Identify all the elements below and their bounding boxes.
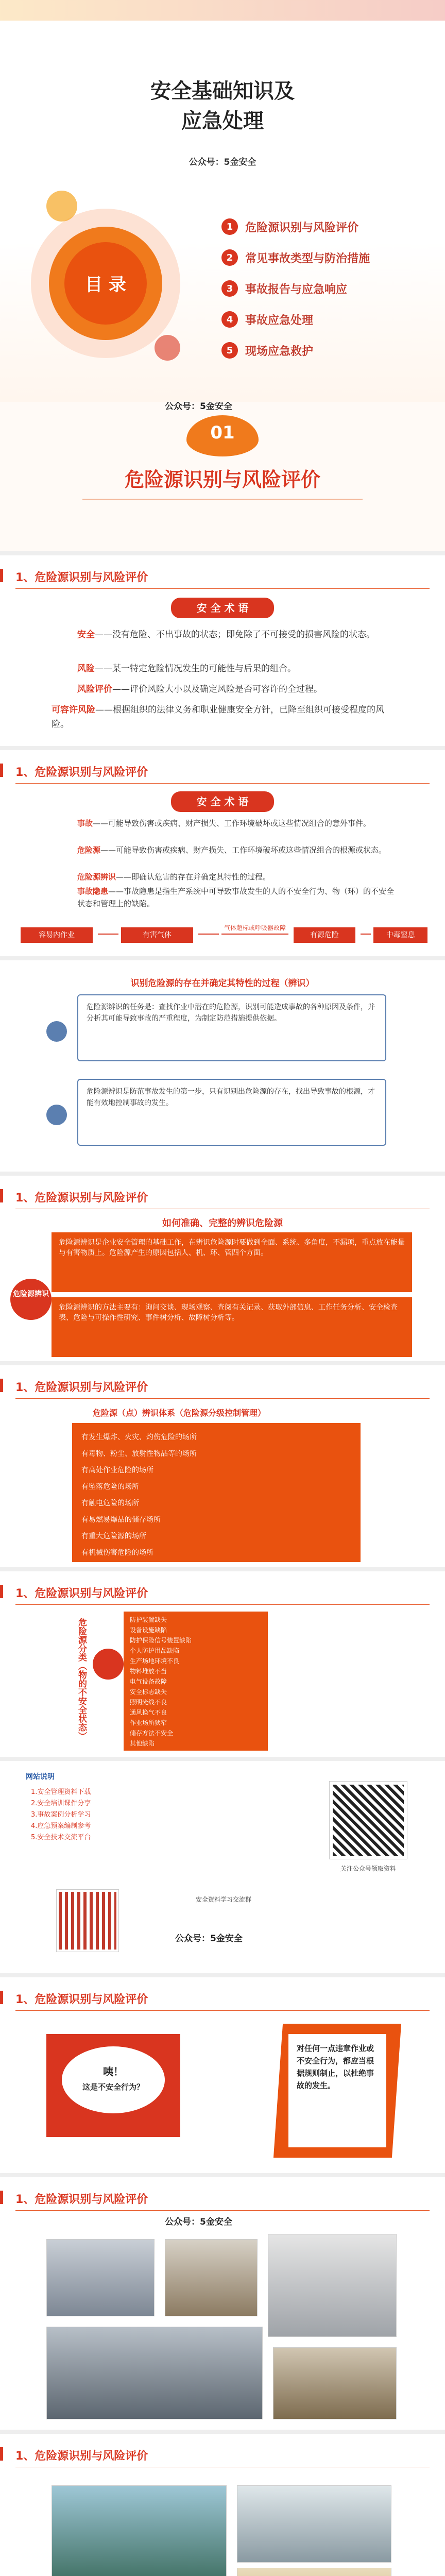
divider [0,1172,445,1176]
flow-arrow [98,934,118,935]
term-value: ——根据组织的法律义务和职业健康安全方针，已降至组织可接受程度的风险。 [52,705,384,730]
header-bar [0,2191,3,2204]
flow-mid-label: 气体超标或呼吸器故障 [224,924,286,931]
header-bar [0,1991,3,2004]
flow-step: 容易内作业 [21,927,93,943]
flow-arrow [198,934,219,935]
hazard-item: 作业场所狭窄 [130,1719,167,1726]
categories-slide [0,1176,445,1361]
speech-box-left [46,2034,180,2137]
cover-title-line1: 安全基础知识及 [150,79,295,103]
slide-title: 1、危险源识别与风险评价 [15,766,148,779]
levels-item: 有易燃易爆品的储存场所 [81,1516,161,1524]
hazard-item: 其他缺陷 [130,1740,155,1747]
qr-caption: 关注公众号领取资料 [340,1865,396,1872]
photo-forklift [237,2568,391,2576]
toc-item-2[interactable] [221,247,370,268]
toc-label: 危险源识别与风险评价 [245,221,359,234]
hazard-item: 安全标志缺失 [130,1688,167,1696]
levels-item: 有发生爆炸、火灾、灼伤危险的场所 [81,1433,197,1442]
toc-number: 5 [221,342,238,359]
divider [0,2173,445,2177]
promo-item[interactable]: 5.安全技术交流平台 [31,1834,91,1841]
term-value: ——可能导致伤害或疾病、财产损失、工作环境破坏或这些情况组合的意外事件。 [93,819,371,828]
terms-pill: 安 全 术 语 [171,791,274,812]
flow-step: 有源危险 [294,927,355,943]
promo-slide [0,1761,445,1973]
photo-window-work [268,2234,397,2337]
toc-number: 1 [221,218,238,235]
mulu-label: 目 录 [85,275,126,295]
flow-arrow [221,934,288,935]
term-value: ——某一特定危险情况发生的可能性与后果的组合。 [95,664,296,674]
slide-header [0,1977,445,2013]
toc-number: 3 [221,280,238,297]
toc-item-3[interactable] [221,278,347,299]
qr-caption: 安全资料学习交流群 [196,1896,252,1903]
section-title: 危险源识别与风险评价 [124,468,320,491]
hazard-item: 个人防护用品缺陷 [130,1647,180,1654]
levels-item: 有毒物、粉尘、放射性物品等的场所 [81,1450,197,1458]
term-key: 可容许风险 [52,705,95,715]
levels-item: 有坠落危险的场所 [81,1483,139,1491]
slide-header [0,1571,445,1607]
toc-item-5[interactable] [221,340,313,361]
photo-slide-2 [0,2434,445,2576]
toc-label: 常见事故类型与防治措施 [245,252,370,265]
divider [0,1361,445,1365]
slide-header [0,2177,445,2213]
promo-item[interactable]: 4.应急预案编制参考 [31,1822,91,1830]
levels-box [72,1423,361,1562]
toc-label: 现场应急救护 [245,345,314,358]
hazard-item: 通风换气不良 [130,1709,167,1716]
slide-header [0,555,445,591]
term-key: 危险源 [77,845,101,855]
divider [0,956,445,960]
hazard-item: 储存方法不安全 [130,1730,174,1737]
qr-code[interactable] [57,1890,118,1952]
header-rule [15,2010,430,2011]
speech-box-right: 对任何一点违章作业或不安全行为，都应当根据规则制止，以杜绝事故的发生。 [288,2034,386,2147]
slide-header [0,1176,445,1212]
term-key: 风险评价 [77,684,112,694]
slide-title: 1、危险源识别与风险评价 [15,2193,148,2206]
toc-number: 2 [221,249,238,266]
promo-heading: 网站说明 [26,1773,55,1781]
toc-area [0,180,445,402]
divider [0,551,445,555]
categories-box-1: 危险源辨识是企业安全管理的基础工作，在辨识危险源时要做到全面、系统、多角度，不漏项，重点放在能量与有害物质上。危险源产生的原因包括人、机、环、管四个方面。 [52,1232,412,1292]
slide-title: 1、危险源识别与风险评价 [15,1993,148,2006]
term-hazard-id [77,871,397,883]
terms-slide-2 [0,750,445,956]
levels-item: 有机械伤害危险的场所 [81,1549,153,1557]
photo-site [273,2347,397,2419]
toc-label: 事故报告与应急响应 [245,283,348,296]
term-accident [77,817,397,829]
slide-header [0,2434,445,2470]
section-rule [82,499,363,500]
term-key: 事故 [77,819,93,828]
toc-item-1[interactable] [221,216,358,237]
categories-side-badge: 危险源辨识 [10,1279,52,1320]
hazard-item: 电气设备故障 [130,1678,167,1685]
identify-title: 识别危险源的存在并确定其特性的过程（辨识） [130,978,315,989]
bullet-circle [46,1105,67,1125]
photo-slide-1 [0,2177,445,2430]
hazards-side-label: 危险源分类（物的不安全状态） [76,1618,87,1740]
divider [0,1757,445,1761]
header-bar [0,1189,3,1202]
hazard-item: 生产场地环境不良 [130,1657,180,1665]
slide-header [0,750,445,786]
section-number: 01 [210,422,235,443]
bullet-circle [93,1649,124,1680]
identify-slide [0,960,445,1172]
levels-title: 危险源（点）辨识体系（危险源分级控制管理） [93,1408,266,1418]
header-bar [0,2447,3,2461]
unsafe-slide [0,1977,445,2173]
divider [0,1567,445,1571]
term-hazard [77,844,397,856]
term-value: ——没有危险、不出事故的状态；即免除了不可接受的损害风险的状态。 [95,630,375,640]
photo-scaffold [237,2485,391,2563]
term-value: ——事故隐患是指生产系统中可导致事故发生的人的不安全行为、物（环）的不安全状态和管理上的缺陷。 [77,887,395,908]
term-risk-assessment [77,682,397,697]
speech-bubble [62,2046,165,2113]
cover-top-band [0,0,445,21]
hazard-item: 物料堆放不当 [130,1668,167,1675]
header-rule [15,1398,430,1399]
cover-slide [0,0,445,402]
term-value: ——评价风险大小以及确定风险是否可容许的全过程。 [112,684,322,694]
term-key: 风险 [77,664,95,674]
header-rule [15,588,430,589]
promo-item[interactable]: 2.安全培训课件分享 [31,1800,91,1807]
term-key: 事故隐患 [77,887,109,896]
term-value: ——可能导致伤害或疾病、财产损失、工作环境破坏或这些情况组合的根源或状态。 [100,845,387,855]
hazards-slide [0,1571,445,1757]
watermark: 公众号：5金安全 [175,1934,243,1944]
divider [0,746,445,750]
header-rule [15,2210,430,2211]
photo-worker [165,2239,258,2316]
flow-step: 中毒窒息 [373,927,427,943]
qr-code[interactable] [330,1782,407,1859]
decor-dot [155,335,180,361]
cover-title-line2: 应急处理 [181,109,264,133]
categories-box-2: 危险源辨识的方法主要有：询问交谈、现场观察、查阅有关记录、获取外部信息、工作任务分析、安全检查表、危险与可操作性研究、事件树分析、故障树分析等。 [52,1297,412,1357]
term-risk [77,662,397,676]
photo-escalator [46,2239,155,2316]
promo-list [31,1787,288,1843]
hazards-box [124,1612,268,1751]
header-bar [0,569,3,582]
identify-box-1: 危险源辨识的任务是：查找作业中潜在的危险源，识别可能造成事故的各种原因及条件，并分析其可能导致事故的严重程度，为制定防范措施提供依据。 [77,994,386,1061]
header-bar [0,764,3,777]
watermark: 公众号：5金安全 [165,2217,232,2227]
header-bar [0,1585,3,1598]
levels-item: 有重大危险源的场所 [81,1532,146,1540]
slide-title: 1、危险源识别与风险评价 [15,1192,148,1205]
slide-title: 1、危险源识别与风险评价 [15,571,148,584]
photo-collapsed-structure [52,2485,227,2576]
slide-title: 1、危险源识别与风险评价 [15,1381,148,1394]
levels-slide [0,1365,445,1567]
flow-diagram [21,925,427,946]
slide-header [0,1365,445,1401]
term-key: 危险源辨识 [77,872,116,882]
promo-item[interactable]: 3.事故案例分析学习 [31,1811,91,1819]
header-rule [15,1604,430,1605]
promo-item[interactable]: 1.安全管理资料下载 [31,1788,91,1796]
photo-crane [46,2327,263,2419]
speech-line-1: 咦！ [103,2065,124,2078]
speech-line-2: 这是不安全行为？ [82,2082,144,2092]
divider [0,1973,445,1977]
header-rule [15,783,430,784]
hazard-item: 照明光线不良 [130,1699,167,1706]
term-value: ——即确认危害的存在并确定其特性的过程。 [116,872,271,882]
hazard-item: 设备设施缺陷 [130,1626,167,1634]
levels-item: 有高处作业危险的场所 [81,1466,153,1475]
term-safety [77,628,397,642]
watermark: 公众号：5金安全 [165,402,232,412]
decor-dot [46,191,77,222]
levels-item: 有触电危险的场所 [81,1499,139,1507]
flow-step: 有害气体 [121,927,193,943]
toc-label: 事故应急处理 [245,314,314,327]
term-key: 安全 [77,630,95,640]
slide-title: 1、危险源识别与风险评价 [15,2450,148,2463]
section-title-slide [0,402,445,551]
slide-title: 1、危险源识别与风险评价 [15,1587,148,1600]
divider [0,2430,445,2434]
cover-subtitle: 公众号：5金安全 [189,157,256,167]
toc-number: 4 [221,311,238,328]
hazard-item: 防护保险信号装置缺陷 [130,1637,192,1644]
header-bar [0,1379,3,1392]
categories-title: 如何准确、完整的辨识危险源 [162,1218,283,1229]
flow-arrow [361,934,371,935]
identify-box-2: 危险源辨识是防范事故发生的第一步，只有识别出危险源的存在，找出导致事故的根源，才能有效地控制事故的发生。 [77,1079,386,1146]
toc-item-4[interactable] [221,309,313,330]
hazard-item: 防护装置缺失 [130,1616,167,1623]
term-hidden-danger [77,885,397,910]
terms-slide-1 [0,555,445,746]
bullet-circle [46,1021,67,1042]
term-acceptable-risk [52,703,397,732]
terms-pill: 安 全 术 语 [171,598,274,618]
